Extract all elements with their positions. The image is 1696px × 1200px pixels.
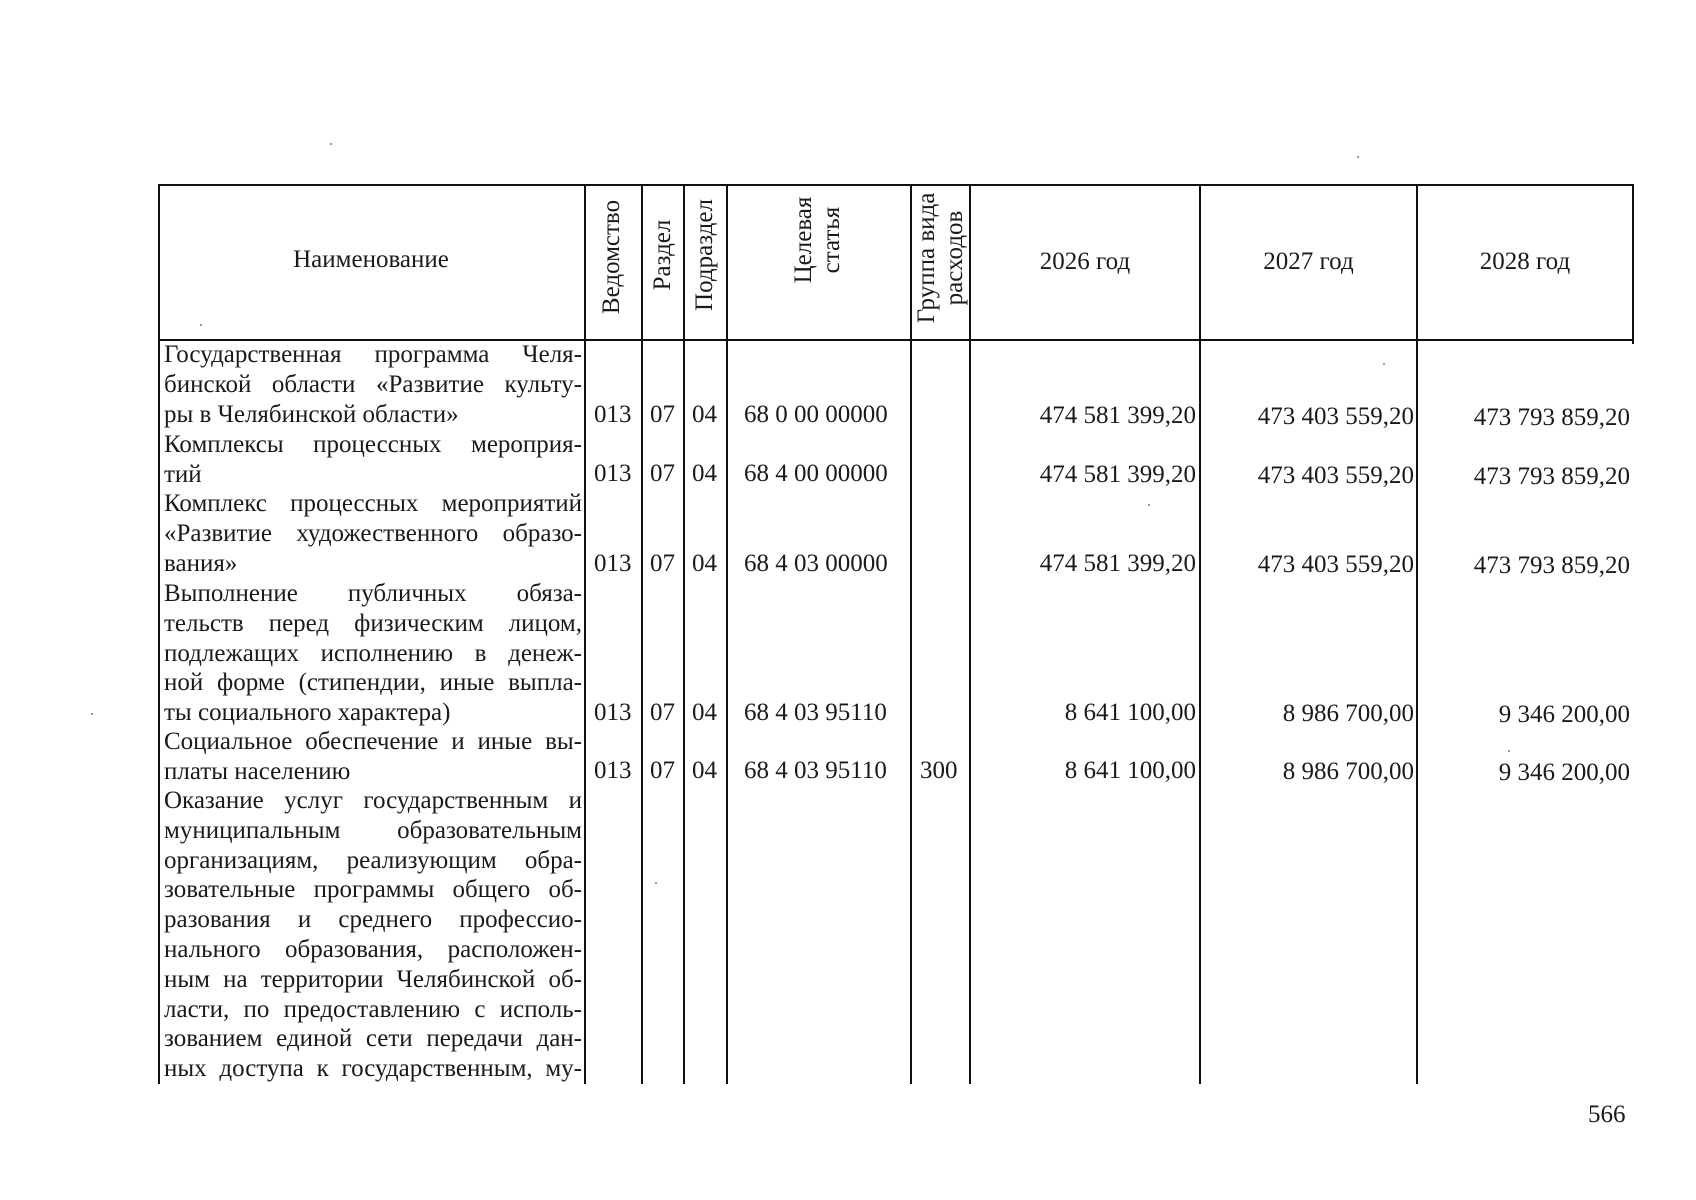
column-divider — [641, 184, 643, 1084]
row-name-line: «Развитие художественного образо- — [164, 519, 582, 547]
cell-2028: 9 346 200,00 — [1498, 759, 1630, 786]
header-year-2028: 2028 год — [1479, 248, 1571, 275]
scan-speck — [1148, 504, 1150, 506]
cell-2027: 473 403 559,20 — [1257, 551, 1414, 578]
row-name-line: ных доступа к государственным, му- — [164, 1055, 582, 1083]
row-name-line: разования и среднего профессио- — [164, 906, 582, 934]
row-name-line: ной форме (стипендии, иные выпла- — [164, 669, 582, 697]
row-name-line: ры в Челябинской области» — [164, 400, 459, 428]
header-year-2026: 2026 год — [1039, 248, 1131, 275]
row-name-line: Комплексы процессных мероприя- — [164, 431, 582, 458]
cell-department: 013 — [594, 699, 632, 726]
cell-subsection: 04 — [692, 460, 717, 487]
cell-2028: 473 793 859,20 — [1473, 552, 1630, 579]
header-name: Наименование — [293, 246, 449, 273]
row-name-line: ным на территории Челябинской об- — [164, 965, 582, 993]
cell-subsection: 04 — [692, 699, 717, 726]
cell-section: 07 — [650, 550, 675, 577]
column-divider — [1199, 184, 1201, 1084]
table-row-name — [164, 340, 582, 429]
cell-2026: 474 581 399,20 — [1039, 550, 1196, 577]
cell-department: 013 — [594, 460, 632, 487]
header-target-article-line1: Целевая — [790, 196, 817, 284]
cell-subsection: 04 — [692, 401, 717, 428]
header-year-2027: 2027 год — [1263, 248, 1354, 275]
row-name-line: ты социального характера) — [164, 699, 451, 727]
cell-subsection: 04 — [692, 550, 717, 577]
cell-2028: 9 346 200,00 — [1498, 701, 1630, 728]
cell-section: 07 — [650, 699, 675, 726]
cell-2027: 473 403 559,20 — [1257, 462, 1414, 489]
cell-2026: 474 581 399,20 — [1039, 402, 1196, 429]
cell-expense-group: 300 — [920, 757, 958, 784]
cell-2026: 8 641 100,00 — [1064, 699, 1196, 726]
row-name-line: тий — [164, 460, 202, 488]
row-name-line: платы населению — [164, 757, 351, 785]
cell-target-article: 68 4 03 95110 — [744, 757, 887, 784]
cell-target-article: 68 4 03 00000 — [744, 550, 888, 577]
column-divider — [969, 184, 971, 1084]
scan-speck — [1383, 363, 1385, 365]
cell-target-article: 68 4 03 95110 — [744, 699, 887, 726]
header-expense-group-line2: расходов — [941, 210, 968, 306]
row-name-line: Оказание услуг государственным и — [164, 787, 582, 814]
header-target-article-line2: статья — [818, 206, 845, 274]
row-name-line: тельств перед физическим лицом, — [164, 609, 582, 637]
cell-department: 013 — [594, 757, 632, 784]
cell-department: 013 — [594, 550, 632, 577]
row-name-line: муниципальным образовательным — [164, 816, 582, 844]
table-top-border — [158, 184, 1634, 186]
table-row-name — [164, 727, 582, 787]
header-expense-group — [913, 184, 969, 332]
cell-target-article: 68 0 00 00000 — [744, 401, 888, 428]
row-name-line: зованием единой сети передачи дан- — [164, 1025, 582, 1053]
header-subsection: Подраздел — [691, 199, 718, 311]
cell-section: 07 — [650, 757, 675, 784]
column-divider — [683, 184, 685, 1084]
column-divider — [584, 184, 586, 1084]
cell-section: 07 — [650, 401, 675, 428]
row-name-line: вания» — [164, 549, 238, 577]
scan-speck — [91, 713, 93, 715]
cell-department: 013 — [594, 401, 632, 428]
header-expense-group-line1: Группа вида — [913, 192, 940, 324]
table-row-name — [164, 430, 582, 490]
table-row-name — [164, 489, 582, 578]
table-row-name — [164, 786, 582, 1084]
scan-speck — [655, 882, 657, 884]
column-divider — [910, 184, 912, 1084]
cell-target-article: 68 4 00 00000 — [744, 460, 888, 487]
scan-speck — [200, 324, 202, 326]
cell-section: 07 — [650, 460, 675, 487]
row-name-line: Комплекс процессных мероприятий — [164, 490, 582, 517]
row-name-line: ласти, по предоставлению с исполь- — [164, 995, 582, 1023]
scan-speck — [1508, 750, 1510, 752]
cell-2026: 474 581 399,20 — [1039, 461, 1196, 488]
row-name-line: бинской области «Развитие культу- — [164, 370, 582, 398]
row-name-line: Выполнение публичных обяза- — [164, 580, 582, 607]
cell-2028: 473 793 859,20 — [1473, 404, 1630, 431]
cell-2026: 8 641 100,00 — [1064, 757, 1196, 784]
header-section: Раздел — [649, 219, 676, 291]
cell-2028: 473 793 859,20 — [1473, 463, 1630, 490]
table-row-name — [164, 579, 582, 728]
table-left-border — [158, 184, 160, 1084]
row-name-line: подлежащих исполнению в денеж- — [164, 639, 582, 667]
scan-speck — [330, 143, 332, 145]
row-name-line: нального образования, расположен- — [164, 935, 582, 963]
row-name-line: зовательные программы общего об- — [164, 876, 582, 904]
page-number: 566 — [1588, 1101, 1626, 1128]
header-department: Ведомство — [598, 199, 625, 315]
column-divider — [1416, 184, 1418, 1084]
row-name-line: Социальное обеспечение и иные вы- — [164, 728, 582, 755]
column-divider — [726, 184, 728, 1084]
row-name-line: Государственная программа Челя- — [164, 341, 582, 368]
cell-2027: 8 986 700,00 — [1282, 700, 1414, 727]
header-target-article — [790, 170, 846, 310]
table-right-border — [1632, 184, 1634, 344]
cell-2027: 473 403 559,20 — [1257, 403, 1414, 430]
cell-2027: 8 986 700,00 — [1282, 758, 1414, 785]
cell-subsection: 04 — [692, 757, 717, 784]
scan-speck — [1357, 156, 1359, 158]
row-name-line: организациям, реализующим обра- — [164, 846, 582, 874]
